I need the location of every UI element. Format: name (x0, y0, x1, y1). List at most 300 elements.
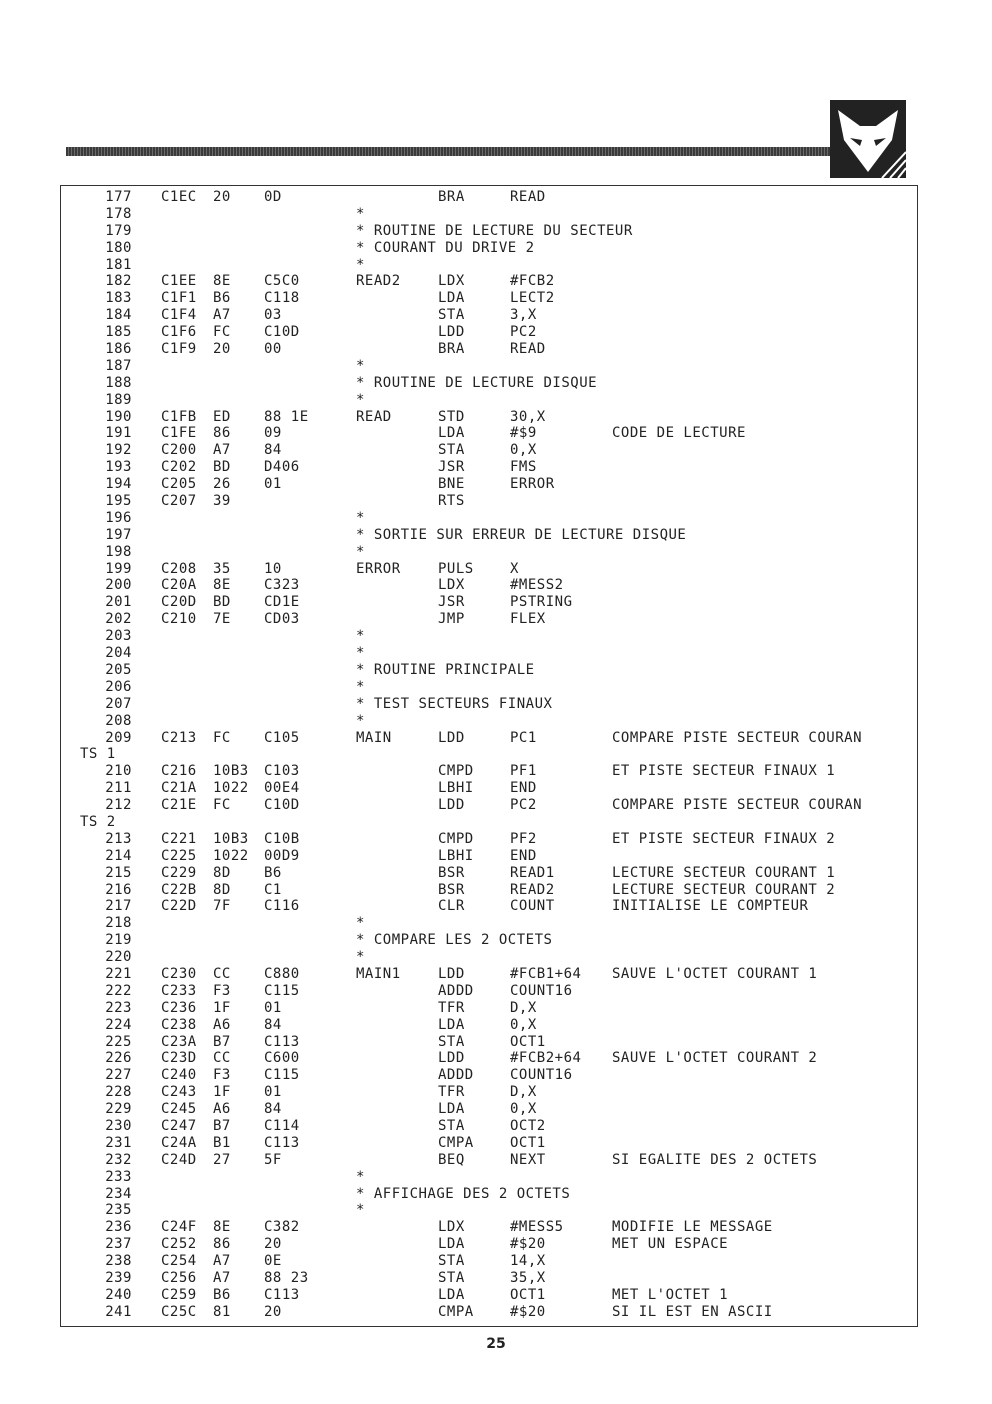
listing-n: 226 (105, 1050, 132, 1067)
listing-arg: READ (510, 341, 546, 358)
listing-arg: PC1 (510, 729, 537, 746)
assembly-listing (0, 189, 992, 1321)
listing-opr: 88 1E (264, 408, 309, 425)
listing-op: 8E (213, 273, 231, 290)
listing-lbl: * (356, 391, 365, 408)
listing-addr: C1F4 (161, 307, 197, 324)
listing-line (0, 1101, 992, 1118)
listing-line (0, 611, 992, 628)
listing-op: 7F (213, 898, 231, 915)
listing-op: 8E (213, 1219, 231, 1236)
listing-mn: CLR (438, 898, 465, 915)
wrapped-comment-line (0, 814, 992, 831)
listing-opr: 00D9 (264, 847, 300, 864)
listing-mn: BNE (438, 476, 465, 493)
listing-op: B6 (213, 1286, 231, 1303)
listing-arg: COUNT16 (510, 1067, 573, 1084)
listing-lbl: * (356, 678, 365, 695)
listing-op: A7 (213, 307, 231, 324)
listing-arg: #$9 (510, 425, 537, 442)
listing-n: 235 (105, 1202, 132, 1219)
listing-addr: C23A (161, 1033, 197, 1050)
listing-line (0, 628, 992, 645)
listing-line (0, 645, 992, 662)
listing-cmt: ET PISTE SECTEUR FINAUX 2 (612, 830, 836, 847)
listing-arg: D,X (510, 999, 537, 1016)
listing-op: A6 (213, 1016, 231, 1033)
listing-line (0, 425, 992, 442)
listing-line (0, 831, 992, 848)
listing-line (0, 223, 992, 240)
listing-arg: PC2 (510, 797, 537, 814)
listing-arg: PSTRING (510, 594, 573, 611)
listing-arg: 30,X (510, 408, 546, 425)
listing-line (0, 1304, 992, 1321)
listing-line (0, 713, 992, 730)
listing-line (0, 240, 992, 257)
listing-line (0, 290, 992, 307)
listing-n: 217 (105, 898, 132, 915)
listing-mn: CMPD (438, 830, 474, 847)
listing-lbl: * ROUTINE PRINCIPALE (356, 661, 535, 678)
listing-mn: LDD (438, 1050, 465, 1067)
listing-op: 26 (213, 476, 231, 493)
listing-op: B6 (213, 290, 231, 307)
listing-op: FC (213, 729, 231, 746)
listing-mn: JSR (438, 459, 465, 476)
listing-line (0, 1270, 992, 1287)
listing-line (0, 696, 992, 713)
listing-op: ED (213, 408, 231, 425)
listing-op: 1022 (213, 780, 249, 797)
listing-mn: LDA (438, 1286, 465, 1303)
listing-n: 222 (105, 982, 132, 999)
listing-addr: C23D (161, 1050, 197, 1067)
listing-cmt: LECTURE SECTEUR COURANT 2 (612, 881, 836, 898)
listing-addr: C22D (161, 898, 197, 915)
listing-op: 20 (213, 341, 231, 358)
listing-mn: ADDD (438, 1067, 474, 1084)
listing-opr: C118 (264, 290, 300, 307)
listing-lbl: * (356, 645, 365, 662)
listing-n: 190 (105, 408, 132, 425)
listing-line (0, 341, 992, 358)
listing-mn: BRA (438, 189, 465, 205)
listing-addr: C200 (161, 442, 197, 459)
listing-opr: C113 (264, 1286, 300, 1303)
listing-n: 188 (105, 374, 132, 391)
listing-mn: STA (438, 442, 465, 459)
listing-cmt: COMPARE PISTE SECTEUR COURAN (612, 729, 863, 746)
listing-op: 1F (213, 1084, 231, 1101)
listing-mn: BRA (438, 341, 465, 358)
listing-arg: #MESS5 (510, 1219, 564, 1236)
listing-lbl: READ (356, 408, 392, 425)
listing-lbl: * COMPARE LES 2 OCTETS (356, 932, 553, 949)
listing-n: 194 (105, 476, 132, 493)
listing-arg: 0,X (510, 442, 537, 459)
listing-mn: BSR (438, 881, 465, 898)
listing-cmt: INITIALISE LE COMPTEUR (612, 898, 809, 915)
listing-opr: C10D (264, 797, 300, 814)
listing-addr: C221 (161, 830, 197, 847)
listing-op: 86 (213, 425, 231, 442)
listing-addr: C24D (161, 1151, 197, 1168)
listing-line (0, 882, 992, 899)
listing-line (0, 780, 992, 797)
listing-opr: 01 (264, 476, 282, 493)
listing-n: 202 (105, 611, 132, 628)
listing-opr: C114 (264, 1117, 300, 1134)
listing-addr: C216 (161, 763, 197, 780)
listing-n: 237 (105, 1236, 132, 1253)
listing-addr: C207 (161, 493, 197, 510)
listing-opr: C323 (264, 577, 300, 594)
listing-opr: 20 (264, 1303, 282, 1320)
listing-opr: C116 (264, 898, 300, 915)
listing-op: 1022 (213, 847, 249, 864)
listing-op: 20 (213, 189, 231, 205)
listing-mn: LDD (438, 324, 465, 341)
listing-opr: 01 (264, 999, 282, 1016)
listing-op: B7 (213, 1033, 231, 1050)
listing-lbl: MAIN1 (356, 965, 401, 982)
listing-arg: READ (510, 189, 546, 205)
listing-addr: C21E (161, 797, 197, 814)
listing-op: 7E (213, 611, 231, 628)
listing-n: 241 (105, 1303, 132, 1320)
listing-line (0, 476, 992, 493)
listing-line (0, 1186, 992, 1203)
listing-opr: B6 (264, 864, 282, 881)
listing-arg: 0,X (510, 1016, 537, 1033)
listing-op: B1 (213, 1134, 231, 1151)
listing-n: 210 (105, 763, 132, 780)
listing-mn: STA (438, 307, 465, 324)
listing-cmt: SI IL EST EN ASCII (612, 1303, 773, 1320)
listing-arg: #FCB1+64 (510, 965, 582, 982)
listing-op: 10B3 (213, 830, 249, 847)
listing-arg: 0,X (510, 1101, 537, 1118)
listing-cmt: MET UN ESPACE (612, 1236, 729, 1253)
listing-cmt: MET L'OCTET 1 (612, 1286, 729, 1303)
listing-line (0, 510, 992, 527)
listing-n: 183 (105, 290, 132, 307)
listing-lbl: * (356, 256, 365, 273)
listing-lbl: READ2 (356, 273, 401, 290)
listing-addr: C1F6 (161, 324, 197, 341)
listing-n: 191 (105, 425, 132, 442)
listing-opr: D406 (264, 459, 300, 476)
listing-line (0, 949, 992, 966)
listing-arg: LECT2 (510, 290, 555, 307)
listing-opr: C10B (264, 830, 300, 847)
listing-mn: LDA (438, 290, 465, 307)
listing-arg: D,X (510, 1084, 537, 1101)
listing-n: 219 (105, 932, 132, 949)
listing-addr: C1FE (161, 425, 197, 442)
listing-arg: FMS (510, 459, 537, 476)
listing-line (0, 307, 992, 324)
listing-arg: PC2 (510, 324, 537, 341)
listing-line (0, 1067, 992, 1084)
listing-opr: 84 (264, 1101, 282, 1118)
listing-n: 185 (105, 324, 132, 341)
listing-arg: COUNT (510, 898, 555, 915)
listing-arg: END (510, 780, 537, 797)
listing-addr: C229 (161, 864, 197, 881)
listing-addr: C236 (161, 999, 197, 1016)
listing-addr: C240 (161, 1067, 197, 1084)
listing-cmt: SAUVE L'OCTET COURANT 2 (612, 1050, 818, 1067)
listing-n: 193 (105, 459, 132, 476)
listing-opr: 00 (264, 341, 282, 358)
listing-mn: RTS (438, 493, 465, 510)
listing-n: 182 (105, 273, 132, 290)
listing-cmt: MODIFIE LE MESSAGE (612, 1219, 773, 1236)
listing-lbl: * (356, 1168, 365, 1185)
listing-mn: STA (438, 1270, 465, 1286)
listing-n: 233 (105, 1168, 132, 1185)
listing-line (0, 915, 992, 932)
listing-n: 180 (105, 239, 132, 256)
listing-opr: C103 (264, 763, 300, 780)
listing-arg: END (510, 847, 537, 864)
listing-op: 35 (213, 560, 231, 577)
listing-line (0, 1202, 992, 1219)
listing-arg: X (510, 560, 519, 577)
listing-n: 223 (105, 999, 132, 1016)
listing-op: 10B3 (213, 763, 249, 780)
listing-addr: C1EC (161, 189, 197, 205)
listing-mn: LDX (438, 273, 465, 290)
listing-mn: CMPD (438, 763, 474, 780)
wrapped-comment-line (0, 746, 992, 763)
listing-addr: C238 (161, 1016, 197, 1033)
header-rule (66, 147, 833, 156)
listing-n: 207 (105, 695, 132, 712)
listing-mn: PULS (438, 560, 474, 577)
listing-opr: C113 (264, 1134, 300, 1151)
listing-op: F3 (213, 982, 231, 999)
listing-addr: C20D (161, 594, 197, 611)
listing-line (0, 1050, 992, 1067)
listing-line (0, 1219, 992, 1236)
listing-arg: PF2 (510, 830, 537, 847)
listing-n: 192 (105, 442, 132, 459)
listing-opr: 09 (264, 425, 282, 442)
listing-line (0, 375, 992, 392)
listing-lbl: * (356, 1202, 365, 1219)
listing-line (0, 865, 992, 882)
listing-n: 213 (105, 830, 132, 847)
listing-opr: 00E4 (264, 780, 300, 797)
listing-line (0, 983, 992, 1000)
listing-opr: 5F (264, 1151, 282, 1168)
listing-n: 221 (105, 965, 132, 982)
listing-line (0, 544, 992, 561)
listing-op: 1F (213, 999, 231, 1016)
listing-lbl: MAIN (356, 729, 392, 746)
listing-lbl: * (356, 509, 365, 526)
listing-addr: C208 (161, 560, 197, 577)
listing-line (0, 257, 992, 274)
listing-op: 8E (213, 577, 231, 594)
listing-line (0, 594, 992, 611)
listing-n: 187 (105, 357, 132, 374)
listing-addr: C1F9 (161, 341, 197, 358)
listing-n: 181 (105, 256, 132, 273)
listing-addr: C225 (161, 847, 197, 864)
listing-mn: JSR (438, 594, 465, 611)
listing-arg: 14,X (510, 1253, 546, 1270)
listing-n: 224 (105, 1016, 132, 1033)
listing-n: 220 (105, 949, 132, 966)
listing-line (0, 848, 992, 865)
listing-n: 179 (105, 222, 132, 239)
listing-line (0, 561, 992, 578)
listing-arg: OCT1 (510, 1033, 546, 1050)
listing-n: 186 (105, 341, 132, 358)
listing-op: 8D (213, 864, 231, 881)
listing-mn: STA (438, 1253, 465, 1270)
listing-n: 215 (105, 864, 132, 881)
fox-head-icon (830, 100, 906, 178)
listing-op: A7 (213, 1253, 231, 1270)
listing-opr: 88 23 (264, 1270, 309, 1286)
listing-n: 208 (105, 712, 132, 729)
listing-line (0, 358, 992, 375)
listing-cmt: SAUVE L'OCTET COURANT 1 (612, 965, 818, 982)
listing-opr: C600 (264, 1050, 300, 1067)
listing-arg: #FCB2+64 (510, 1050, 582, 1067)
listing-n: 206 (105, 678, 132, 695)
listing-arg: PF1 (510, 763, 537, 780)
listing-line (0, 966, 992, 983)
listing-mn: STD (438, 408, 465, 425)
listing-mn: LBHI (438, 847, 474, 864)
listing-arg: #$20 (510, 1303, 546, 1320)
listing-addr: C233 (161, 982, 197, 999)
listing-n: 200 (105, 577, 132, 594)
listing-n: 234 (105, 1185, 132, 1202)
listing-mn: LDD (438, 729, 465, 746)
listing-line (0, 493, 992, 510)
listing-mn: LBHI (438, 780, 474, 797)
listing-n: 201 (105, 594, 132, 611)
listing-lbl: * ROUTINE DE LECTURE DISQUE (356, 374, 598, 391)
listing-n: 178 (105, 205, 132, 222)
listing-line (0, 797, 992, 814)
listing-mn: LDX (438, 577, 465, 594)
listing-opr: 0E (264, 1253, 282, 1270)
listing-line (0, 1084, 992, 1101)
listing-mn: TFR (438, 1084, 465, 1101)
listing-mn: BEQ (438, 1151, 465, 1168)
listing-addr: C259 (161, 1286, 197, 1303)
listing-lbl: ERROR (356, 560, 401, 577)
listing-line (0, 1118, 992, 1135)
listing-op: FC (213, 324, 231, 341)
listing-addr: C1FB (161, 408, 197, 425)
listing-opr: 01 (264, 1084, 282, 1101)
listing-line (0, 1152, 992, 1169)
listing-addr: C247 (161, 1117, 197, 1134)
listing-opr: C115 (264, 982, 300, 999)
listing-mn: CMPA (438, 1303, 474, 1320)
listing-addr: C24A (161, 1134, 197, 1151)
listing-lbl: * SORTIE SUR ERREUR DE LECTURE DISQUE (356, 526, 687, 543)
listing-arg: FLEX (510, 611, 546, 628)
listing-opr: C382 (264, 1219, 300, 1236)
listing-line (0, 679, 992, 696)
listing-n: 214 (105, 847, 132, 864)
listing-op: B7 (213, 1117, 231, 1134)
listing-arg: OCT2 (510, 1117, 546, 1134)
listing-mn: LDD (438, 797, 465, 814)
listing-n: 189 (105, 391, 132, 408)
listing-n: 184 (105, 307, 132, 324)
listing-op: A7 (213, 442, 231, 459)
listing-opr: 10 (264, 560, 282, 577)
listing-arg: #MESS2 (510, 577, 564, 594)
listing-addr: C243 (161, 1084, 197, 1101)
listing-n: 196 (105, 509, 132, 526)
listing-addr: C24F (161, 1219, 197, 1236)
listing-lbl: * (356, 205, 365, 222)
listing-n: 211 (105, 780, 132, 797)
listing-arg: 3,X (510, 307, 537, 324)
listing-line (0, 577, 992, 594)
listing-arg: COUNT16 (510, 982, 573, 999)
listing-n: 240 (105, 1286, 132, 1303)
listing-opr: CD1E (264, 594, 300, 611)
listing-n: 236 (105, 1219, 132, 1236)
listing-addr: C25C (161, 1303, 197, 1320)
listing-lbl: * AFFICHAGE DES 2 OCTETS (356, 1185, 571, 1202)
listing-arg: NEXT (510, 1151, 546, 1168)
listing-line (0, 527, 992, 544)
listing-op: BD (213, 594, 231, 611)
listing-n: 197 (105, 526, 132, 543)
listing-line (0, 1169, 992, 1186)
listing-n: 228 (105, 1084, 132, 1101)
page-number: 25 (486, 1336, 506, 1352)
listing-addr: C202 (161, 459, 197, 476)
listing-arg: READ2 (510, 881, 555, 898)
listing-line (0, 459, 992, 476)
listing-addr: C256 (161, 1270, 197, 1286)
listing-mn: JMP (438, 611, 465, 628)
listing-cmt: CODE DE LECTURE (612, 425, 746, 442)
listing-opr: C105 (264, 729, 300, 746)
listing-line (0, 1135, 992, 1152)
listing-opr: C1 (264, 881, 282, 898)
listing-cmt: LECTURE SECTEUR COURANT 1 (612, 864, 836, 881)
listing-n: 227 (105, 1067, 132, 1084)
listing-line (0, 730, 992, 747)
listing-n: 205 (105, 661, 132, 678)
listing-line (0, 1287, 992, 1304)
wrapped-comment-text: TS 2 (80, 813, 116, 830)
listing-mn: STA (438, 1117, 465, 1134)
listing-opr: C5C0 (264, 273, 300, 290)
listing-line (0, 1253, 992, 1270)
listing-opr: 84 (264, 442, 282, 459)
listing-lbl: * (356, 357, 365, 374)
listing-line (0, 442, 992, 459)
listing-op: 39 (213, 493, 231, 510)
